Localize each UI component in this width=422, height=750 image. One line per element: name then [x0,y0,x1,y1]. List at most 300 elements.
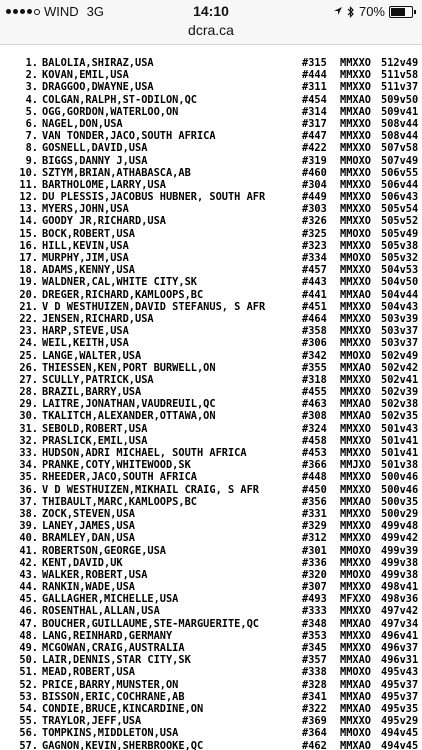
table-row [0,57,422,69]
table-row [0,569,422,581]
score-cell: 496v37 [381,642,419,654]
class-cell: MMXXO [340,191,371,204]
class-cell: MMOXO [340,727,371,740]
address-url: dcra.ca [188,22,234,38]
name-cell: LAIR,DENNIS,STAR CITY,SK [42,654,191,667]
table-row [0,654,422,666]
class-cell: MMOXO [340,568,371,581]
competitor-number-cell: #322 [302,702,327,715]
rank-cell: 31. [19,422,38,435]
status-bar [0,0,422,22]
rank-cell: 5. [25,105,38,118]
rank-cell: 22. [19,312,38,325]
competitor-number-cell: #447 [302,130,327,143]
class-cell: MMXXO [340,276,371,289]
rank-cell: 56. [19,727,38,740]
name-cell: LANG,REINHARD,GERMANY [42,629,173,642]
class-cell: MMXAO [340,690,371,703]
class-cell: MMOXO [340,544,371,557]
class-cell: MMXXO [340,629,371,642]
rank-cell: 28. [19,386,38,399]
class-cell: MMXAO [340,288,371,301]
table-row [0,496,422,508]
class-cell: MMOXO [340,349,371,362]
table-row [0,252,422,264]
class-cell: MMXXO [340,300,371,313]
score-cell: 502v41 [381,373,419,386]
name-cell: MCGOWAN,CRAIG,AUSTRALIA [42,642,185,654]
table-row [0,471,422,483]
name-cell: HUDSON,ADRI MICHAEL, SOUTH AFRICA [42,447,247,459]
score-cell: 499v48 [381,520,419,533]
score-cell: 507v49 [381,154,419,167]
competitor-number-cell: #366 [302,459,327,472]
class-cell: MMXXO [340,715,371,728]
competitor-number-cell: #464 [302,312,327,325]
name-cell: JENSEN,RICHARD,USA [42,312,154,325]
table-row [0,81,422,93]
score-cell: 497v42 [381,605,419,618]
table-row [0,715,422,727]
rank-cell: 21. [19,300,38,313]
score-cell: 505v32 [381,252,419,264]
class-cell: MMOXO [340,666,371,679]
rank-cell: 32. [19,434,38,447]
score-cell: 494v45 [381,727,419,740]
rank-cell: 23. [19,325,38,338]
score-cell: 508v44 [381,117,419,130]
class-cell: MMXAO [340,410,371,423]
rank-cell: 18. [19,264,38,277]
table-row [0,69,422,81]
rank-cell: 44. [19,581,38,594]
rank-cell: 30. [19,410,38,423]
class-cell: MMXXO [340,532,371,545]
name-cell: OGG,GORDON,WATERLOO,ON [42,105,179,118]
address-bar[interactable] [0,22,422,45]
table-row [0,276,422,288]
battery-percent: 70% [358,4,385,19]
score-cell: 503v37 [381,337,419,350]
class-cell: MMJXO [340,459,371,472]
rank-cell: 2. [25,69,38,82]
rank-cell: 33. [19,447,38,459]
name-cell: GOODY JR,RICHARD,USA [42,215,166,228]
name-cell: SEBOLD,ROBERT,USA [42,422,148,435]
rank-cell: 17. [19,252,38,264]
class-cell: MMXXO [340,142,371,155]
score-cell: 495v37 [381,690,419,703]
name-cell: TOMPKINS,MIDDLETON,USA [42,727,179,740]
rank-cell: 36. [19,483,38,496]
table-row [0,386,422,398]
class-cell: MMXXO [340,507,371,520]
name-cell: GALLAGHER,MICHELLE,USA [42,593,179,606]
score-cell: 498v41 [381,581,419,594]
score-cell: 500v35 [381,495,419,508]
competitor-number-cell: #320 [302,568,327,581]
rank-cell: 50. [19,654,38,667]
rank-cell: 20. [19,288,38,301]
name-cell: WALKER,ROBERT,USA [42,568,148,581]
table-row [0,605,422,617]
score-cell: 500v46 [381,483,419,496]
rank-cell: 15. [19,227,38,240]
rank-cell: 55. [19,715,38,728]
cut-off-header-row [0,44,422,50]
score-cell: 498v36 [381,593,419,606]
name-cell: RHEEDER,JACO,SOUTH AFRICA [42,471,197,484]
battery-fill [391,8,405,16]
score-cell: 502v38 [381,398,419,411]
rank-cell: 35. [19,471,38,484]
competitor-number-cell: #443 [302,276,327,289]
table-row [0,593,422,605]
table-row [0,679,422,691]
competitor-number-cell: #364 [302,727,327,740]
score-cell: 509v41 [381,105,419,118]
score-cell: 495v37 [381,678,419,691]
table-row [0,167,422,179]
class-cell: MMXAO [340,105,371,118]
table-row [0,374,422,386]
name-cell: MYERS,JOHN,USA [42,203,129,216]
table-row [0,289,422,301]
competitor-number-cell: #453 [302,447,327,459]
competitor-number-cell: #441 [302,288,327,301]
competitor-number-cell: #458 [302,434,327,447]
competitor-number-cell: #301 [302,544,327,557]
class-cell: MMXXO [340,386,371,399]
name-cell: CONDIE,BRUCE,KINCARDINE,ON [42,702,204,715]
class-cell: MMXAO [340,654,371,667]
table-row [0,179,422,191]
rank-cell: 7. [25,130,38,143]
score-cell: 507v58 [381,142,419,155]
score-cell: 506v55 [381,166,419,179]
score-cell: 495v43 [381,666,419,679]
competitor-number-cell: #356 [302,495,327,508]
score-cell: 500v29 [381,507,419,520]
table-row [0,106,422,118]
rank-cell: 11. [19,178,38,191]
score-cell: 502v42 [381,361,419,374]
class-cell: MMOXO [340,252,371,264]
rank-cell: 8. [25,142,38,155]
page-content[interactable] [0,44,422,750]
name-cell: LAITRE,JONATHAN,VAUDREUIL,QC [42,398,216,411]
rank-cell: 48. [19,629,38,642]
rank-cell: 29. [19,398,38,411]
rank-cell: 9. [25,154,38,167]
competitor-number-cell: #318 [302,373,327,386]
class-cell: MMXAO [340,702,371,715]
table-row [0,435,422,447]
competitor-number-cell: #355 [302,361,327,374]
name-cell: V D WESTHUIZEN,DAVID STEFANUS, S AFR [42,300,266,313]
rank-cell: 19. [19,276,38,289]
name-cell: LANGE,WALTER,USA [42,349,142,362]
class-cell: MMXAO [340,617,371,630]
name-cell: V D WESTHUIZEN,MIKHAIL CRAIG, S AFR [42,483,259,496]
score-cell: 503v37 [381,325,419,338]
name-cell: ROBERTSON,GEORGE,USA [42,544,166,557]
name-cell: KENT,DAVID,UK [42,556,123,569]
competitor-number-cell: #315 [302,57,327,69]
class-cell: MMXXO [340,325,371,338]
score-cell: 504v43 [381,300,419,313]
rank-cell: 4. [25,93,38,106]
name-cell: TKALITCH,ALEXANDER,OTTAWA,ON [42,410,216,423]
competitor-number-cell: #303 [302,203,327,216]
table-row [0,301,422,313]
class-cell: MMXAO [340,678,371,691]
location-icon [333,6,343,17]
rank-cell: 16. [19,239,38,252]
score-cell: 511v37 [381,81,419,94]
competitor-number-cell: #357 [302,654,327,667]
competitor-number-cell: #454 [302,93,327,106]
competitor-number-cell: #448 [302,471,327,484]
name-cell: BOUCHER,GUILLAUME,STE-MARGUERITE,QC [42,617,259,630]
rank-cell: 49. [19,642,38,654]
class-cell: MMXXO [340,178,371,191]
rank-cell: 34. [19,459,38,472]
competitor-number-cell: #328 [302,678,327,691]
score-cell: 502v39 [381,386,419,399]
competitor-number-cell: #331 [302,507,327,520]
class-cell: MMXAO [340,398,371,411]
class-cell: MMXXO [340,215,371,228]
name-cell: BARTHOLOME,LARRY,USA [42,178,166,191]
competitor-number-cell: #336 [302,556,327,569]
competitor-number-cell: #308 [302,410,327,423]
score-cell: 501v41 [381,434,419,447]
score-cell: 501v41 [381,447,419,459]
rank-cell: 13. [19,203,38,216]
class-cell: MFXXO [340,593,371,606]
rank-cell: 1. [25,57,38,69]
score-cell: 504v53 [381,264,419,277]
score-cell: 501v43 [381,422,419,435]
competitor-number-cell: #345 [302,642,327,654]
competitor-number-cell: #333 [302,605,327,618]
table-row [0,155,422,167]
carrier-name: WIND [44,4,79,19]
competitor-number-cell: #341 [302,690,327,703]
rank-cell: 24. [19,337,38,350]
table-row [0,337,422,349]
name-cell: TRAYLOR,JEFF,USA [42,715,142,728]
score-cell: 504v50 [381,276,419,289]
network-type: 3G [86,4,105,19]
competitor-number-cell: #329 [302,520,327,533]
competitor-number-cell: #334 [302,252,327,264]
score-cell: 497v34 [381,617,419,630]
competitor-number-cell: #460 [302,166,327,179]
competitor-number-cell: #324 [302,422,327,435]
score-cell: 499v38 [381,556,419,569]
competitor-number-cell: #358 [302,325,327,338]
table-row [0,740,422,750]
name-cell: DREGER,RICHARD,KAMLOOPS,BC [42,288,204,301]
competitor-number-cell: #462 [302,739,327,750]
table-row [0,410,422,422]
name-cell: SCULLY,PATRICK,USA [42,373,154,386]
class-cell: MMXAO [340,361,371,374]
table-row [0,545,422,557]
competitor-number-cell: #338 [302,666,327,679]
table-row [0,240,422,252]
competitor-number-cell: #455 [302,386,327,399]
score-cell: 505v38 [381,239,419,252]
score-cell: 499v39 [381,544,419,557]
table-row [0,557,422,569]
rank-cell: 12. [19,191,38,204]
name-cell: BALOLIA,SHIRAZ,USA [42,57,154,69]
name-cell: WEIL,KEITH,USA [42,337,129,350]
table-row [0,350,422,362]
class-cell: MMXXO [340,483,371,496]
score-cell: 495v35 [381,702,419,715]
class-cell: MMXAO [340,495,371,508]
competitor-number-cell: #307 [302,581,327,594]
score-cell: 495v29 [381,715,419,728]
class-cell: MMXXO [340,69,371,82]
rank-cell: 39. [19,520,38,533]
score-cell: 505v54 [381,203,419,216]
name-cell: THIESSEN,KEN,PORT BURWELL,ON [42,361,216,374]
rank-cell: 10. [19,166,38,179]
score-cell: 506v43 [381,191,419,204]
rank-cell: 57. [19,739,38,750]
rank-cell: 37. [19,495,38,508]
class-cell: MMXXO [340,81,371,94]
name-cell: ROSENTHAL,ALLAN,USA [42,605,160,618]
name-cell: WALDNER,CAL,WHITE CITY,SK [42,276,197,289]
table-row [0,532,422,544]
competitor-number-cell: #326 [302,215,327,228]
name-cell: LANEY,JAMES,USA [42,520,135,533]
name-cell: PRASLICK,EMIL,USA [42,434,148,447]
score-cell: 509v50 [381,93,419,106]
class-cell: MMXXO [340,130,371,143]
table-row [0,228,422,240]
class-cell: MMXXO [340,520,371,533]
competitor-number-cell: #306 [302,337,327,350]
table-row [0,215,422,227]
clock: 14:10 [193,3,229,19]
score-cell: 512v49 [381,57,419,69]
score-cell: 496v41 [381,629,419,642]
score-cell: 494v45 [381,739,419,750]
table-row [0,398,422,410]
competitor-number-cell: #369 [302,715,327,728]
class-cell: MMXXO [340,57,371,69]
score-cell: 496v31 [381,654,419,667]
name-cell: ADAMS,KENNY,USA [42,264,135,277]
battery-icon [389,6,413,18]
name-cell: THIBAULT,MARC,KAMLOOPS,BC [42,495,197,508]
class-cell: MMXXO [340,422,371,435]
name-cell: BRAMLEY,DAN,USA [42,532,135,545]
competitor-number-cell: #317 [302,117,327,130]
score-cell: 503v39 [381,312,419,325]
score-cell: 501v38 [381,459,419,472]
rank-cell: 45. [19,593,38,606]
class-cell: MMXXO [340,264,371,277]
rank-cell: 40. [19,532,38,545]
table-row [0,691,422,703]
score-cell: 508v44 [381,130,419,143]
table-row [0,94,422,106]
score-cell: 506v44 [381,178,419,191]
class-cell: MMXXO [340,373,371,386]
rank-cell: 51. [19,666,38,679]
rank-cell: 38. [19,507,38,520]
name-cell: GAGNON,KEVIN,SHERBROOKE,QC [42,739,204,750]
name-cell: RANKIN,WADE,USA [42,581,135,594]
rank-cell: 47. [19,617,38,630]
table-row [0,581,422,593]
name-cell: BISSON,ERIC,COCHRANE,AB [42,690,185,703]
name-cell: NAGEL,DON,USA [42,117,123,130]
name-cell: KOVAN,EMIL,USA [42,69,129,82]
competitor-number-cell: #422 [302,142,327,155]
competitor-number-cell: #450 [302,483,327,496]
table-row [0,727,422,739]
rank-cell: 41. [19,544,38,557]
class-cell: MMXXO [340,203,371,216]
table-row [0,459,422,471]
class-cell: MMXXO [340,166,371,179]
class-cell: MMXXO [340,581,371,594]
score-cell: 499v42 [381,532,419,545]
name-cell: GOSNELL,DAVID,USA [42,142,148,155]
rank-cell: 46. [19,605,38,618]
rank-cell: 42. [19,556,38,569]
table-row [0,142,422,154]
table-row [0,642,422,654]
rank-cell: 27. [19,373,38,386]
table-row [0,484,422,496]
score-cell: 500v46 [381,471,419,484]
class-cell: MMXXO [340,434,371,447]
rank-cell: 3. [25,81,38,94]
competitor-number-cell: #463 [302,398,327,411]
competitor-number-cell: #311 [302,81,327,94]
rank-cell: 54. [19,702,38,715]
name-cell: BRAZIL,BARRY,USA [42,386,142,399]
table-row [0,130,422,142]
rank-cell: 52. [19,678,38,691]
competitor-number-cell: #325 [302,227,327,240]
score-cell: 505v49 [381,227,419,240]
class-cell: MMXXO [340,556,371,569]
name-cell: MURPHY,JIM,USA [42,252,129,264]
score-cell: 505v52 [381,215,419,228]
competitor-number-cell: #348 [302,617,327,630]
name-cell: DRAGGOO,DWAYNE,USA [42,81,154,94]
table-row [0,118,422,130]
status-right-group [333,4,416,19]
name-cell: HARP,STEVE,USA [42,325,129,338]
class-cell: MMXXO [340,239,371,252]
table-row [0,203,422,215]
class-cell: MMOXO [340,227,371,240]
rank-cell: 26. [19,361,38,374]
name-cell: DU PLESSIS,JACOBUS HUBNER, SOUTH AFR [42,191,266,204]
